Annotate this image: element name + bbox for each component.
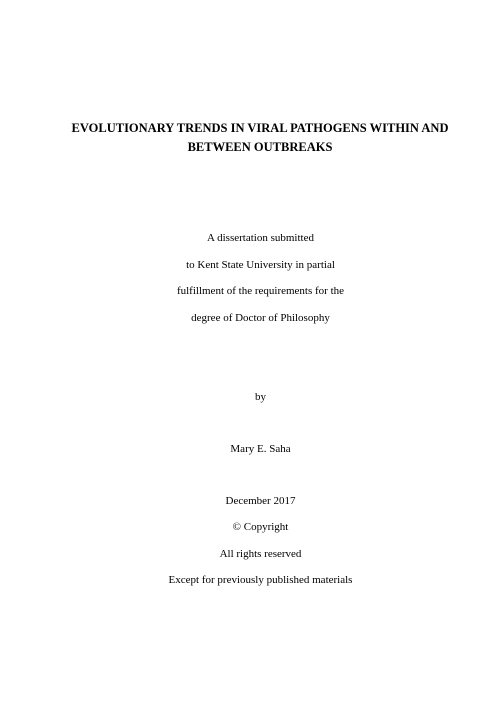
submission-date: December 2017 [225,495,296,507]
exception-note: Except for previously published materials [168,574,353,586]
by-text: by [255,391,266,403]
title-line-2: BETWEEN OUTBREAKS [187,140,333,154]
copyright-notice: © Copyright [232,521,289,533]
submission-line-2: to Kent State University in partial [186,259,335,271]
submission-line-4: degree of Doctor of Philosophy [191,312,330,324]
submission-line-1: A dissertation submitted [207,232,314,244]
title-line-1: EVOLUTIONARY TRENDS IN VIRAL PATHOGENS WITHIN AND [71,121,449,135]
submission-line-3: fulfillment of the requirements for the [176,285,345,297]
rights-reserved: All rights reserved [219,548,302,560]
dissertation-title [30,119,490,157]
author-name: Mary E. Saha [230,443,291,455]
